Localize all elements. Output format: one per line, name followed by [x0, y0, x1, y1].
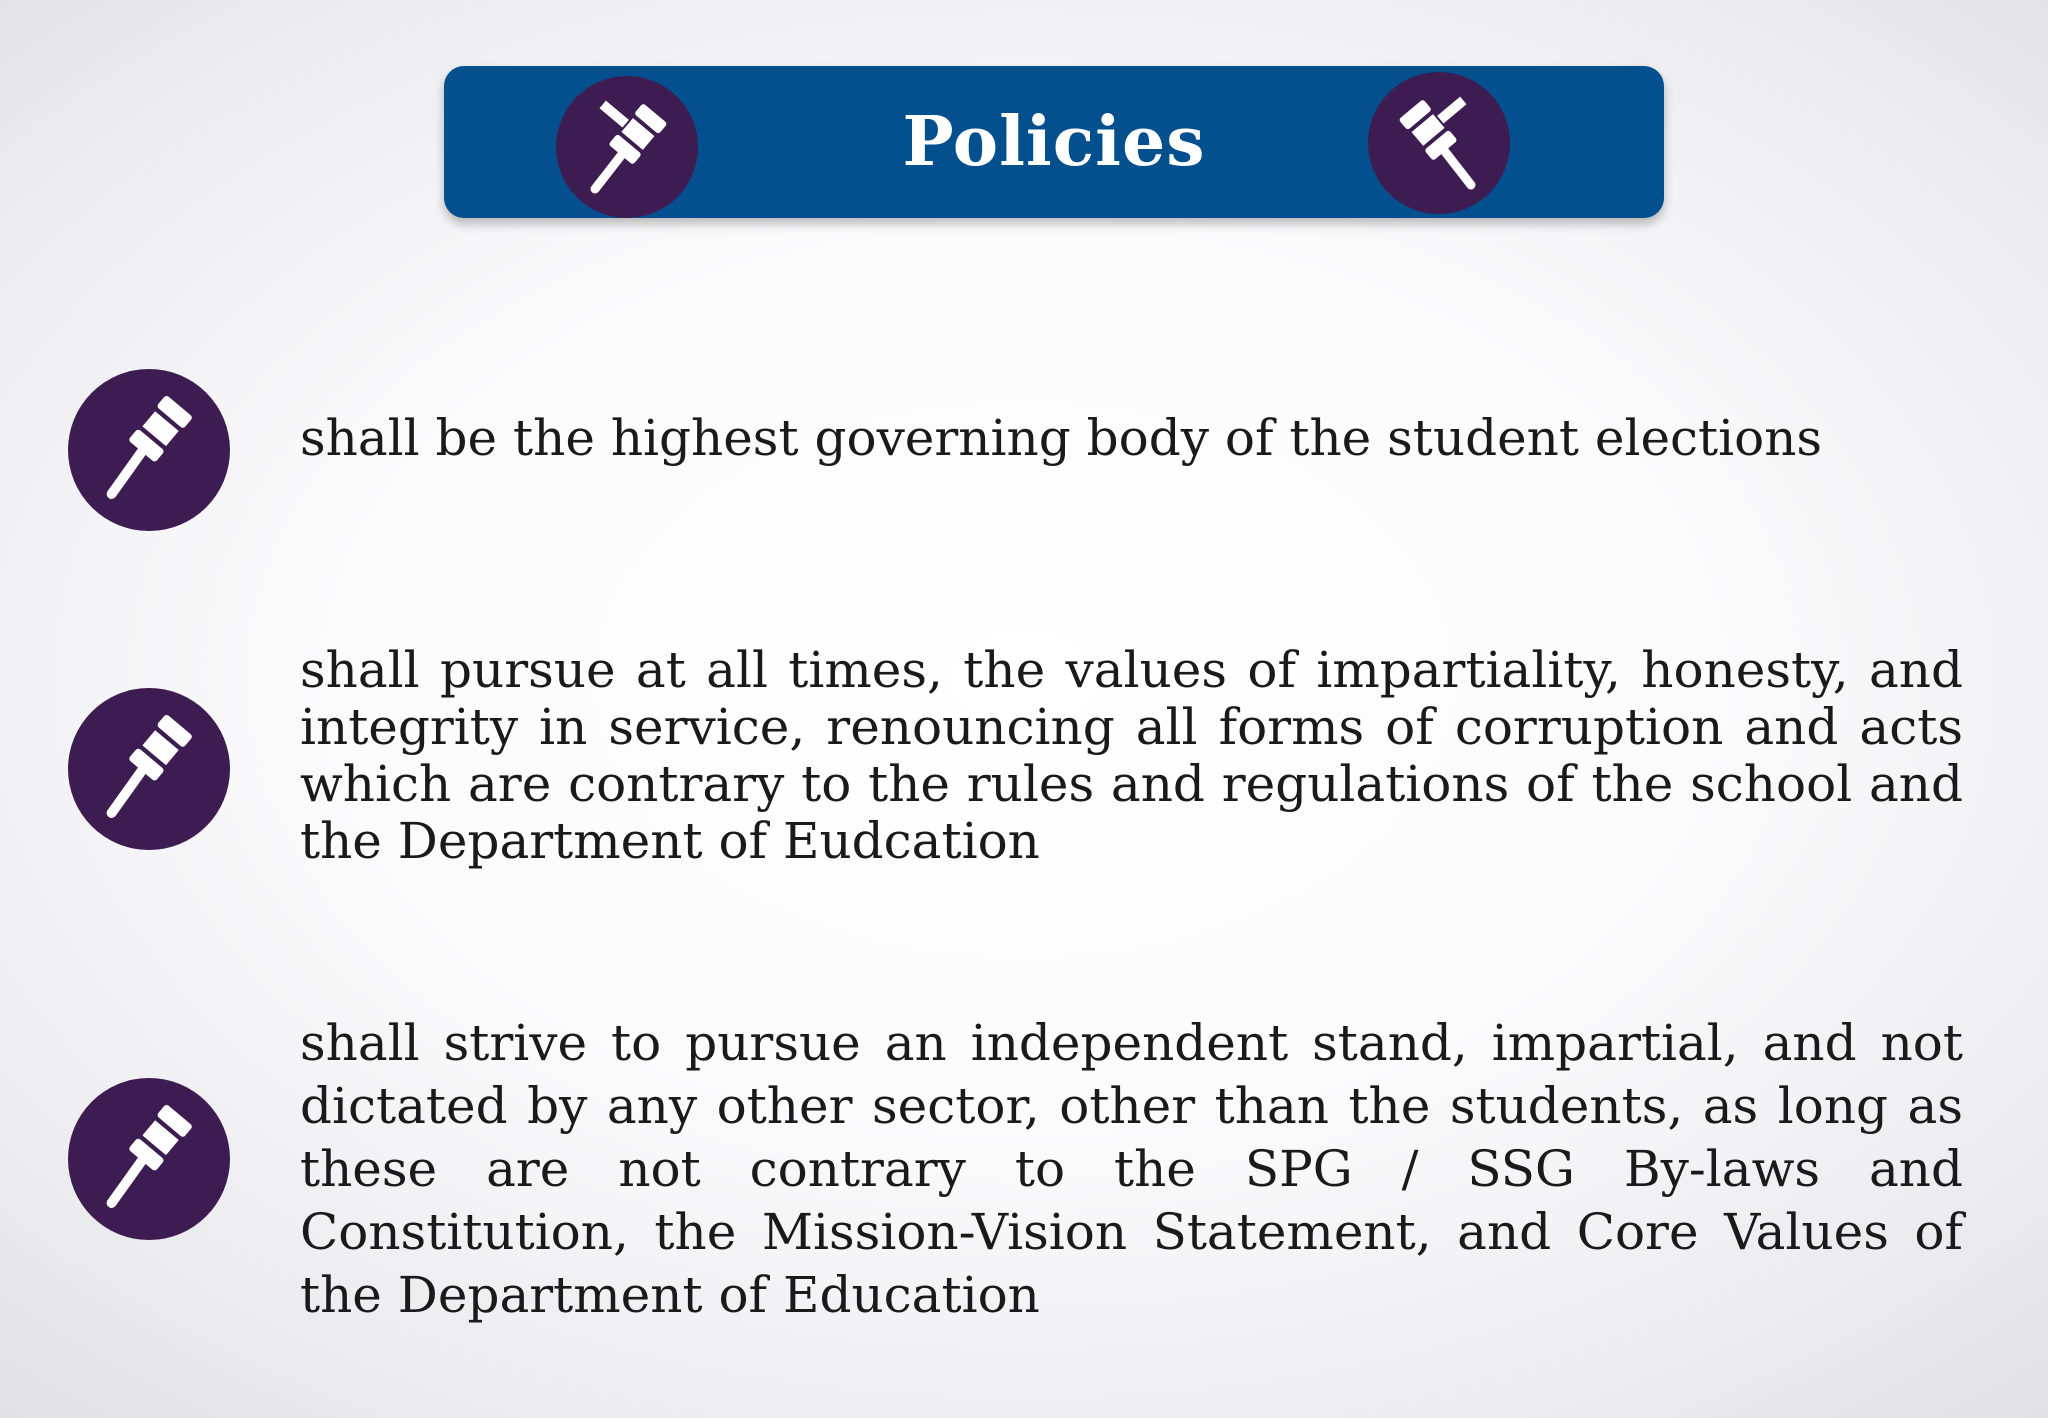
gavel-icon	[94, 395, 204, 505]
gavel-icon	[1389, 93, 1489, 193]
gavel-icon	[94, 1104, 204, 1214]
page-title: Policies	[902, 102, 1206, 182]
policy-bullet-2	[68, 688, 230, 850]
banner-gavel-badge-right	[1368, 72, 1510, 214]
policy-text-1: shall be the highest governing body of the student elections	[300, 409, 1823, 467]
policy-text-2: shall pursue at all times, the values of impartiality, honesty, and integrity in service, renouncing all forms of corruption and acts which are contrary to the rules and regulations of the school and the Department of Eudcation	[300, 641, 1963, 870]
banner-gavel-badge-left	[556, 76, 698, 218]
policy-bullet-3	[68, 1078, 230, 1240]
gavel-icon	[577, 97, 677, 197]
policy-text-3: shall strive to pursue an independent stand, impartial, and not dictated by any other sector, other than the students, as long as these are not contrary to the SPG / SSG By-laws and Constitution, the Mission-Vision Statement, and Core Values of the Department of Education	[300, 1014, 1963, 1324]
gavel-icon	[94, 714, 204, 824]
policy-bullet-1	[68, 369, 230, 531]
